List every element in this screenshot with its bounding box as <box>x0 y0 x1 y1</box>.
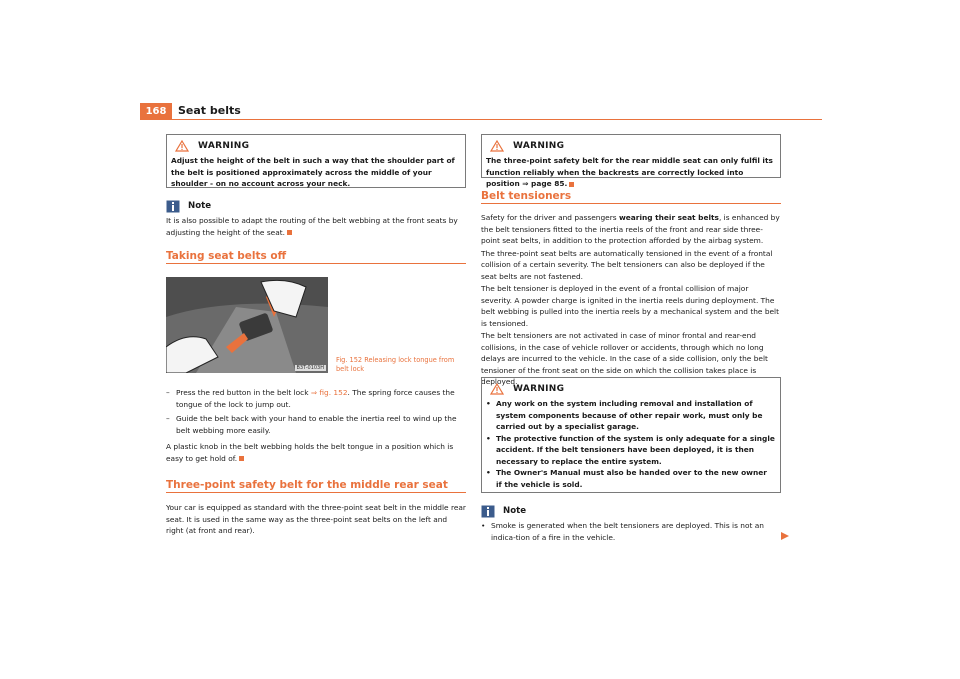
warning-box-rear-middle <box>481 134 781 188</box>
heading-rule <box>166 492 466 493</box>
continue-arrow-icon <box>780 531 790 541</box>
bullet-dot: • <box>486 399 491 408</box>
tensioners-body <box>481 212 781 388</box>
warning-triangle-icon <box>490 383 504 395</box>
step-2-text: Guide the belt back with your hand to enable the inertia reel to wind up the belt webbing more easily. <box>176 414 457 435</box>
step-list <box>166 387 466 464</box>
figure-code: B3T-0103H <box>296 365 324 371</box>
heading-rule <box>481 203 781 204</box>
warning-list-item <box>486 467 775 490</box>
section-title: Seat belts <box>178 104 241 117</box>
step-1-after: . The spring force causes the tongue of the lock to jump out. <box>176 388 455 409</box>
bullet-dot: • <box>486 468 491 477</box>
tensioners-para-1 <box>481 212 781 247</box>
page-number: 168 <box>140 103 172 120</box>
note-text: It is also possible to adapt the routing of the belt webbing at the front seats by adjusting the height of the seat. <box>166 216 458 237</box>
note-belt-routing <box>166 199 466 238</box>
p1-bold: wearing their seat belts <box>618 213 719 222</box>
warning-item-1: Any work on the system including removal and installation of system components because of other repair work, must only be carried out by a specialist garage. <box>496 399 763 431</box>
p1-before: Safety for the driver and passengers <box>481 213 619 222</box>
warning-triangle-icon <box>490 140 504 152</box>
end-mark <box>287 230 292 235</box>
tensioners-para-2: The three-point seat belts are automatically tensioned in the event of a frontal collision of a certain severity. The belt tensioners can also be deployed if the seat belts are not fastened. <box>481 248 773 281</box>
dash-marker: – <box>166 388 170 397</box>
note-heading: Note <box>188 201 212 211</box>
warning-text-row <box>486 155 775 190</box>
warning-box-belt-height <box>166 134 466 188</box>
info-note-icon <box>166 200 180 213</box>
note-smoke <box>481 504 781 543</box>
bullet-dot: • <box>486 433 491 443</box>
warning-triangle-icon <box>175 140 189 152</box>
tensioners-para-3: The belt tensioner is deployed in the event of a frontal collision of major severity. A powder charge is ignited in the inertia reels during deployment. The belt webbing is pulled into the inertia reels by a mechanical system and the belt is tensioned. <box>481 284 780 328</box>
warning-heading: WARNING <box>198 141 250 151</box>
step-1-text <box>176 387 466 410</box>
note-heading: Note <box>503 506 527 516</box>
warning-item-2: The protective function of the system is only adequate for a single accident. If the belt tensioners have been deployed, it is then necessary to replace the entire system. <box>496 433 775 466</box>
warning-list-item <box>486 398 775 433</box>
step-item <box>166 413 466 436</box>
three-point-text: Your car is equipped as standard with the three-point seat belt in the middle rear seat. It is used in the same way as the three-point seat belts on the left and right (at front and rear). <box>166 503 466 535</box>
tensioners-para-4: The belt tensioners are not activated in case of minor frontal and rear-end collisions, in the case of vehicle rollover or accidents, through which no long delays are incurred to the vehicle. In the case of a side collision, only the belt tensioner of the front seat on the side on which the collision takes place is deployed. <box>481 331 768 386</box>
heading-taking-seat-belts-off: Taking seat belts off <box>166 250 287 262</box>
heading-three-point-middle: Three-point safety belt for the middle rear seat <box>166 479 448 491</box>
warning-list-item <box>486 433 775 468</box>
plastic-knob-text: A plastic knob in the belt webbing holds the belt tongue in a position which is easy to get hold of. <box>166 442 454 463</box>
warning-box-tensioners <box>481 377 781 493</box>
note-text: Smoke is generated when the belt tensioners are deployed. This is not an indica-tion of a fire in the vehicle. <box>491 521 764 542</box>
note-item <box>481 520 781 543</box>
warning-item-3: The Owner's Manual must also be handed over to the new owner if the vehicle is sold. <box>496 468 767 489</box>
header-rule <box>140 119 822 120</box>
warning-list <box>486 398 775 490</box>
warning-text: The three-point safety belt for the rear middle seat can only fulfil its function reliably when the backrests are correctly locked into position ⇒ page 85. <box>486 156 773 188</box>
bullet-dot: • <box>481 521 486 530</box>
step-1-before: Press the red button in the belt lock <box>176 388 311 397</box>
warning-text: Adjust the height of the belt in such a way that the shoulder part of the belt is positioned approximately across the middle of your shoulder - on no account across your neck. <box>171 156 455 188</box>
warning-heading: WARNING <box>513 384 565 394</box>
p1-after: , is enhanced by the belt tensioners fitted to the inertia reels of the front and rear side three-point seat belts, in addition to the protection afforded by the airbag system. <box>481 213 780 245</box>
figure-caption: Fig. 152 Releasing lock tongue from belt lock <box>336 356 455 373</box>
figure-link[interactable]: ⇒ fig. 152 <box>310 388 348 397</box>
step-item <box>166 387 466 410</box>
info-note-icon <box>481 505 495 518</box>
note-text-row <box>166 215 466 238</box>
plastic-knob-para <box>166 441 466 464</box>
end-mark <box>239 456 244 461</box>
heading-belt-tensioners: Belt tensioners <box>481 190 572 202</box>
figure-belt-lock-release <box>166 277 328 373</box>
dash-marker: – <box>166 414 170 423</box>
heading-rule <box>166 263 466 264</box>
end-mark <box>569 182 574 187</box>
warning-heading: WARNING <box>513 141 565 151</box>
belt-lock-illustration <box>166 277 328 373</box>
